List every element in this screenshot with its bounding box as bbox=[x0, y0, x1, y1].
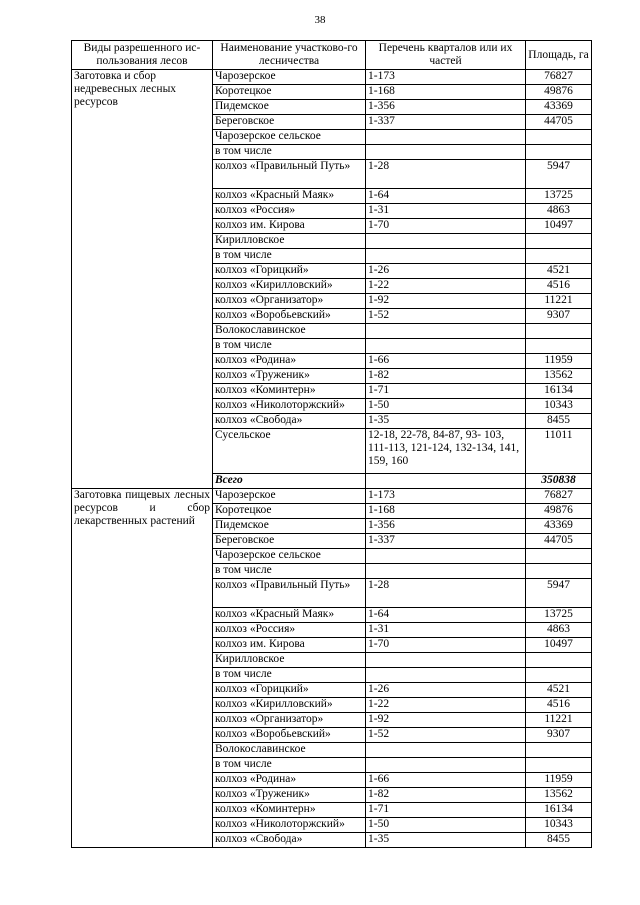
quarters-cell: 1-337 bbox=[366, 534, 526, 549]
area-cell bbox=[526, 130, 592, 145]
area-cell: 5947 bbox=[526, 579, 592, 608]
use-kind-cell: Заготовка пищевых лесных ресурсов и сбор лекарственных растений bbox=[72, 489, 213, 848]
forestry-name-cell: Чарозерское bbox=[213, 489, 366, 504]
area-cell: 10497 bbox=[526, 638, 592, 653]
forestry-name-cell: колхоз «Труженик» bbox=[213, 788, 366, 803]
quarters-cell: 1-82 bbox=[366, 788, 526, 803]
quarters-cell: 1-71 bbox=[366, 803, 526, 818]
forestry-name-cell: колхоз «Коминтерн» bbox=[213, 803, 366, 818]
quarters-cell: 1-173 bbox=[366, 489, 526, 504]
quarters-cell bbox=[366, 339, 526, 354]
forestry-name-cell: в том числе bbox=[213, 145, 366, 160]
area-cell bbox=[526, 758, 592, 773]
quarters-cell: 1-66 bbox=[366, 773, 526, 788]
quarters-cell bbox=[366, 549, 526, 564]
table-row bbox=[72, 70, 592, 85]
area-cell bbox=[526, 743, 592, 758]
quarters-cell: 1-52 bbox=[366, 728, 526, 743]
forestry-name-cell: колхоз «Россия» bbox=[213, 204, 366, 219]
forestry-name-cell: в том числе bbox=[213, 668, 366, 683]
quarters-cell: 1-66 bbox=[366, 354, 526, 369]
forestry-name-cell: колхоз «Воробьевский» bbox=[213, 309, 366, 324]
area-cell bbox=[526, 145, 592, 160]
quarters-cell bbox=[366, 653, 526, 668]
area-cell: 49876 bbox=[526, 504, 592, 519]
forestry-name-cell: Чарозерское bbox=[213, 70, 366, 85]
area-cell: 16134 bbox=[526, 803, 592, 818]
quarters-cell: 1-173 bbox=[366, 70, 526, 85]
quarters-cell: 1-356 bbox=[366, 100, 526, 115]
area-cell: 11221 bbox=[526, 294, 592, 309]
quarters-cell: 1-71 bbox=[366, 384, 526, 399]
forestry-name-cell: в том числе bbox=[213, 339, 366, 354]
forestry-name-cell: колхоз «Кирилловский» bbox=[213, 279, 366, 294]
header-area: Площадь, га bbox=[526, 41, 592, 70]
forestry-name-cell: Сусельское bbox=[213, 429, 366, 474]
quarters-cell: 1-64 bbox=[366, 608, 526, 623]
forestry-name-cell: колхоз «Организатор» bbox=[213, 294, 366, 309]
area-cell bbox=[526, 339, 592, 354]
forestry-name-cell: Пидемское bbox=[213, 519, 366, 534]
quarters-cell bbox=[366, 130, 526, 145]
area-cell: 4521 bbox=[526, 683, 592, 698]
area-cell: 4521 bbox=[526, 264, 592, 279]
quarters-cell: 1-35 bbox=[366, 414, 526, 429]
quarters-cell: 1-31 bbox=[366, 204, 526, 219]
quarters-cell: 1-50 bbox=[366, 399, 526, 414]
quarters-cell bbox=[366, 234, 526, 249]
area-cell: 76827 bbox=[526, 70, 592, 85]
area-cell: 76827 bbox=[526, 489, 592, 504]
area-cell bbox=[526, 549, 592, 564]
area-cell bbox=[526, 234, 592, 249]
area-cell bbox=[526, 249, 592, 264]
forestry-name-cell: колхоз «Горицкий» bbox=[213, 264, 366, 279]
quarters-cell: 1-92 bbox=[366, 294, 526, 309]
quarters-cell: 1-168 bbox=[366, 85, 526, 100]
header-forestry: Наименование участково-го лесничества bbox=[213, 41, 366, 70]
area-cell: 13725 bbox=[526, 189, 592, 204]
area-cell bbox=[526, 324, 592, 339]
quarters-cell: 1-26 bbox=[366, 264, 526, 279]
quarters-cell: 1-337 bbox=[366, 115, 526, 130]
quarters-cell bbox=[366, 668, 526, 683]
header-kind: Виды разрешенного ис-пользования лесов bbox=[72, 41, 213, 70]
quarters-cell: 1-31 bbox=[366, 623, 526, 638]
forestry-name-cell: Чарозерское сельское bbox=[213, 130, 366, 145]
forestry-name-cell: Кирилловское bbox=[213, 653, 366, 668]
page-number: 38 bbox=[314, 14, 326, 26]
forestry-name-cell: колхоз «Труженик» bbox=[213, 369, 366, 384]
area-cell: 4516 bbox=[526, 279, 592, 294]
forestry-name-cell: в том числе bbox=[213, 249, 366, 264]
area-cell: 10343 bbox=[526, 818, 592, 833]
quarters-cell: 1-52 bbox=[366, 309, 526, 324]
area-cell bbox=[526, 668, 592, 683]
quarters-cell: 1-70 bbox=[366, 219, 526, 234]
area-cell: 49876 bbox=[526, 85, 592, 100]
quarters-cell: 1-28 bbox=[366, 160, 526, 189]
total-value: 350838 bbox=[526, 474, 592, 489]
quarters-cell bbox=[366, 249, 526, 264]
quarters-cell: 1-82 bbox=[366, 369, 526, 384]
quarters-cell bbox=[366, 564, 526, 579]
forestry-name-cell: колхоз «Родина» bbox=[213, 773, 366, 788]
area-cell bbox=[526, 564, 592, 579]
forestry-name-cell: колхоз «Красный Маяк» bbox=[213, 189, 366, 204]
quarters-cell: 1-64 bbox=[366, 189, 526, 204]
header-quarters: Перечень кварталов или их частей bbox=[366, 41, 526, 70]
forestry-name-cell: колхоз «Правильный Путь» bbox=[213, 579, 366, 608]
forestry-name-cell: колхоз «Николоторжский» bbox=[213, 818, 366, 833]
quarters-cell bbox=[366, 145, 526, 160]
table-row bbox=[72, 489, 592, 504]
area-cell: 44705 bbox=[526, 115, 592, 130]
area-cell: 16134 bbox=[526, 384, 592, 399]
area-cell: 4516 bbox=[526, 698, 592, 713]
forestry-name-cell: колхоз «Красный Маяк» bbox=[213, 608, 366, 623]
forestry-name-cell: колхоз им. Кирова bbox=[213, 219, 366, 234]
quarters-cell: 12-18, 22-78, 84-87, 93- 103, 111-113, 121-124, 132-134, 141, 159, 160 bbox=[366, 429, 526, 474]
use-kind-cell: Заготовка и сбор недревесных лесных ресурсов bbox=[72, 70, 213, 489]
area-cell: 4863 bbox=[526, 623, 592, 638]
forestry-name-cell: Береговское bbox=[213, 534, 366, 549]
forestry-name-cell: колхоз «Воробьевский» bbox=[213, 728, 366, 743]
forestry-name-cell: Коротецкое bbox=[213, 504, 366, 519]
area-cell: 11221 bbox=[526, 713, 592, 728]
area-cell: 13562 bbox=[526, 788, 592, 803]
forestry-name-cell: колхоз «Коминтерн» bbox=[213, 384, 366, 399]
quarters-cell bbox=[366, 743, 526, 758]
forestry-name-cell: колхоз им. Кирова bbox=[213, 638, 366, 653]
quarters-cell bbox=[366, 758, 526, 773]
forestry-name-cell: Береговское bbox=[213, 115, 366, 130]
forestry-name-cell: Волокославинское bbox=[213, 743, 366, 758]
forestry-name-cell: колхоз «Родина» bbox=[213, 354, 366, 369]
forestry-name-cell: колхоз «Правильный Путь» bbox=[213, 160, 366, 189]
forestry-name-cell: в том числе bbox=[213, 564, 366, 579]
forestry-name-cell: колхоз «Россия» bbox=[213, 623, 366, 638]
quarters-cell bbox=[366, 324, 526, 339]
forestry-name-cell: колхоз «Свобода» bbox=[213, 414, 366, 429]
area-cell: 11011 bbox=[526, 429, 592, 474]
area-cell: 5947 bbox=[526, 160, 592, 189]
area-cell: 10343 bbox=[526, 399, 592, 414]
area-cell: 9307 bbox=[526, 309, 592, 324]
quarters-cell: 1-168 bbox=[366, 504, 526, 519]
area-cell: 8455 bbox=[526, 414, 592, 429]
area-cell: 44705 bbox=[526, 534, 592, 549]
forestry-name-cell: в том числе bbox=[213, 758, 366, 773]
area-cell: 8455 bbox=[526, 833, 592, 848]
area-cell: 4863 bbox=[526, 204, 592, 219]
quarters-cell: 1-22 bbox=[366, 279, 526, 294]
forestry-name-cell: колхоз «Николоторжский» bbox=[213, 399, 366, 414]
quarters-cell: 1-70 bbox=[366, 638, 526, 653]
quarters-cell: 1-356 bbox=[366, 519, 526, 534]
quarters-cell: 1-22 bbox=[366, 698, 526, 713]
forestry-name-cell: колхоз «Организатор» bbox=[213, 713, 366, 728]
quarters-cell: 1-92 bbox=[366, 713, 526, 728]
forest-use-table bbox=[71, 40, 592, 848]
forestry-name-cell: Чарозерское сельское bbox=[213, 549, 366, 564]
forestry-name-cell: Кирилловское bbox=[213, 234, 366, 249]
area-cell: 13562 bbox=[526, 369, 592, 384]
quarters-cell: 1-28 bbox=[366, 579, 526, 608]
area-cell: 13725 bbox=[526, 608, 592, 623]
forestry-name-cell: Коротецкое bbox=[213, 85, 366, 100]
quarters-cell: 1-50 bbox=[366, 818, 526, 833]
area-cell bbox=[526, 653, 592, 668]
area-cell: 43369 bbox=[526, 519, 592, 534]
area-cell: 11959 bbox=[526, 354, 592, 369]
area-cell: 9307 bbox=[526, 728, 592, 743]
area-cell: 11959 bbox=[526, 773, 592, 788]
area-cell: 43369 bbox=[526, 100, 592, 115]
forestry-name-cell: колхоз «Горицкий» bbox=[213, 683, 366, 698]
area-cell: 10497 bbox=[526, 219, 592, 234]
table-body bbox=[72, 70, 592, 848]
forestry-name-cell: колхоз «Кирилловский» bbox=[213, 698, 366, 713]
forestry-name-cell: колхоз «Свобода» bbox=[213, 833, 366, 848]
total-label: Всего bbox=[213, 474, 366, 489]
total-quarters-cell bbox=[366, 474, 526, 489]
forestry-name-cell: Пидемское bbox=[213, 100, 366, 115]
quarters-cell: 1-35 bbox=[366, 833, 526, 848]
forestry-name-cell: Волокославинское bbox=[213, 324, 366, 339]
quarters-cell: 1-26 bbox=[366, 683, 526, 698]
